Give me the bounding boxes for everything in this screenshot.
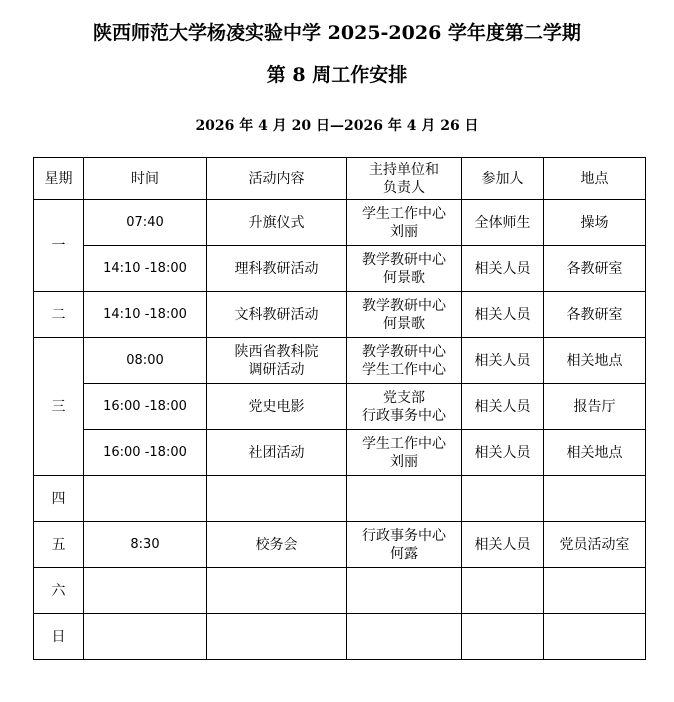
- table-row: [34, 614, 646, 660]
- participants-cell: 相关人员: [462, 430, 544, 476]
- participants-cell: 相关人员: [462, 246, 544, 292]
- participants-cell: 相关人员: [462, 522, 544, 568]
- participants-cell: 相关人员: [462, 384, 544, 430]
- document-subtitle: 第 8 周工作安排: [266, 64, 408, 86]
- time-cell: 16:00 -18:00: [84, 384, 207, 430]
- location-cell: [544, 614, 646, 660]
- host-cell: [347, 476, 462, 522]
- table-row: [34, 200, 646, 246]
- location-cell: 各教研室: [544, 292, 646, 338]
- host-line1: 教学教研中心: [362, 297, 446, 314]
- participants-cell: [462, 614, 544, 660]
- table-row: [34, 246, 646, 292]
- day-cell-sat: 六: [34, 568, 84, 614]
- host-cell: [347, 522, 462, 568]
- table-row: [34, 568, 646, 614]
- host-line1: 学生工作中心: [362, 435, 446, 452]
- day-cell-fri: 五: [34, 522, 84, 568]
- header-content: 活动内容: [207, 158, 347, 200]
- header-host-line2: 负责人: [383, 179, 425, 196]
- host-line2: 何景歌: [383, 315, 425, 332]
- host-cell: [347, 246, 462, 292]
- participants-cell: 相关人员: [462, 338, 544, 384]
- time-cell: 14:10 -18:00: [84, 246, 207, 292]
- location-cell: 报告厅: [544, 384, 646, 430]
- schedule-table: [33, 157, 646, 660]
- participants-cell: [462, 568, 544, 614]
- location-cell: [544, 476, 646, 522]
- host-cell: [347, 430, 462, 476]
- location-cell: 各教研室: [544, 246, 646, 292]
- host-cell: [347, 200, 462, 246]
- time-cell: 16:00 -18:00: [84, 430, 207, 476]
- header-time: 时间: [84, 158, 207, 200]
- table-row: [34, 430, 646, 476]
- table-row: [34, 338, 646, 384]
- host-cell: [347, 614, 462, 660]
- header-location: 地点: [544, 158, 646, 200]
- content-cell: 校务会: [207, 522, 347, 568]
- time-cell: 8:30: [84, 522, 207, 568]
- content-cell: 理科教研活动: [207, 246, 347, 292]
- table-row: [34, 522, 646, 568]
- content-cell: 文科教研活动: [207, 292, 347, 338]
- content-line2: 调研活动: [248, 361, 305, 378]
- table-row: [34, 476, 646, 522]
- content-cell: [207, 476, 347, 522]
- location-cell: 相关地点: [544, 338, 646, 384]
- header-host-line1: 主持单位和: [369, 161, 439, 178]
- table-header-row: [34, 158, 646, 200]
- table-row: [34, 384, 646, 430]
- content-line1: 陕西省教科院: [234, 343, 319, 360]
- host-line2: 学生工作中心: [362, 361, 446, 378]
- time-cell: [84, 476, 207, 522]
- host-line2: 刘丽: [390, 453, 418, 470]
- host-line2: 何露: [390, 545, 418, 562]
- day-cell-sun: 日: [34, 614, 84, 660]
- header-participants: 参加人: [462, 158, 544, 200]
- header-host: [347, 158, 462, 200]
- date-range: 2026 年 4 月 20 日—2026 年 4 月 26 日: [195, 118, 479, 134]
- content-cell: [207, 338, 347, 384]
- host-line1: 教学教研中心: [362, 343, 446, 360]
- time-cell: 08:00: [84, 338, 207, 384]
- host-line2: 行政事务中心: [362, 407, 446, 424]
- host-line1: 党支部: [383, 389, 425, 406]
- day-cell-mon: 一: [34, 200, 84, 292]
- document-title: 陕西师范大学杨凌实验中学 2025-2026 学年度第二学期: [93, 22, 581, 44]
- host-cell: [347, 384, 462, 430]
- time-cell: [84, 568, 207, 614]
- time-cell: 14:10 -18:00: [84, 292, 207, 338]
- content-cell: [207, 614, 347, 660]
- host-cell: [347, 568, 462, 614]
- day-cell-thu: 四: [34, 476, 84, 522]
- location-cell: 相关地点: [544, 430, 646, 476]
- location-cell: 操场: [544, 200, 646, 246]
- day-cell-tue: 二: [34, 292, 84, 338]
- time-cell: [84, 614, 207, 660]
- participants-cell: [462, 476, 544, 522]
- host-cell: [347, 338, 462, 384]
- host-line1: 行政事务中心: [362, 527, 446, 544]
- location-cell: [544, 568, 646, 614]
- host-cell: [347, 292, 462, 338]
- content-cell: 党史电影: [207, 384, 347, 430]
- location-cell: 党员活动室: [544, 522, 646, 568]
- host-line2: 何景歌: [383, 269, 425, 286]
- content-cell: [207, 568, 347, 614]
- participants-cell: 全体师生: [462, 200, 544, 246]
- host-line1: 学生工作中心: [362, 205, 446, 222]
- time-cell: 07:40: [84, 200, 207, 246]
- table-row: [34, 292, 646, 338]
- header-weekday: 星期: [34, 158, 84, 200]
- host-line1: 教学教研中心: [362, 251, 446, 268]
- participants-cell: 相关人员: [462, 292, 544, 338]
- content-cell: 社团活动: [207, 430, 347, 476]
- host-line2: 刘丽: [390, 223, 418, 240]
- day-cell-wed: 三: [34, 338, 84, 476]
- content-cell: 升旗仪式: [207, 200, 347, 246]
